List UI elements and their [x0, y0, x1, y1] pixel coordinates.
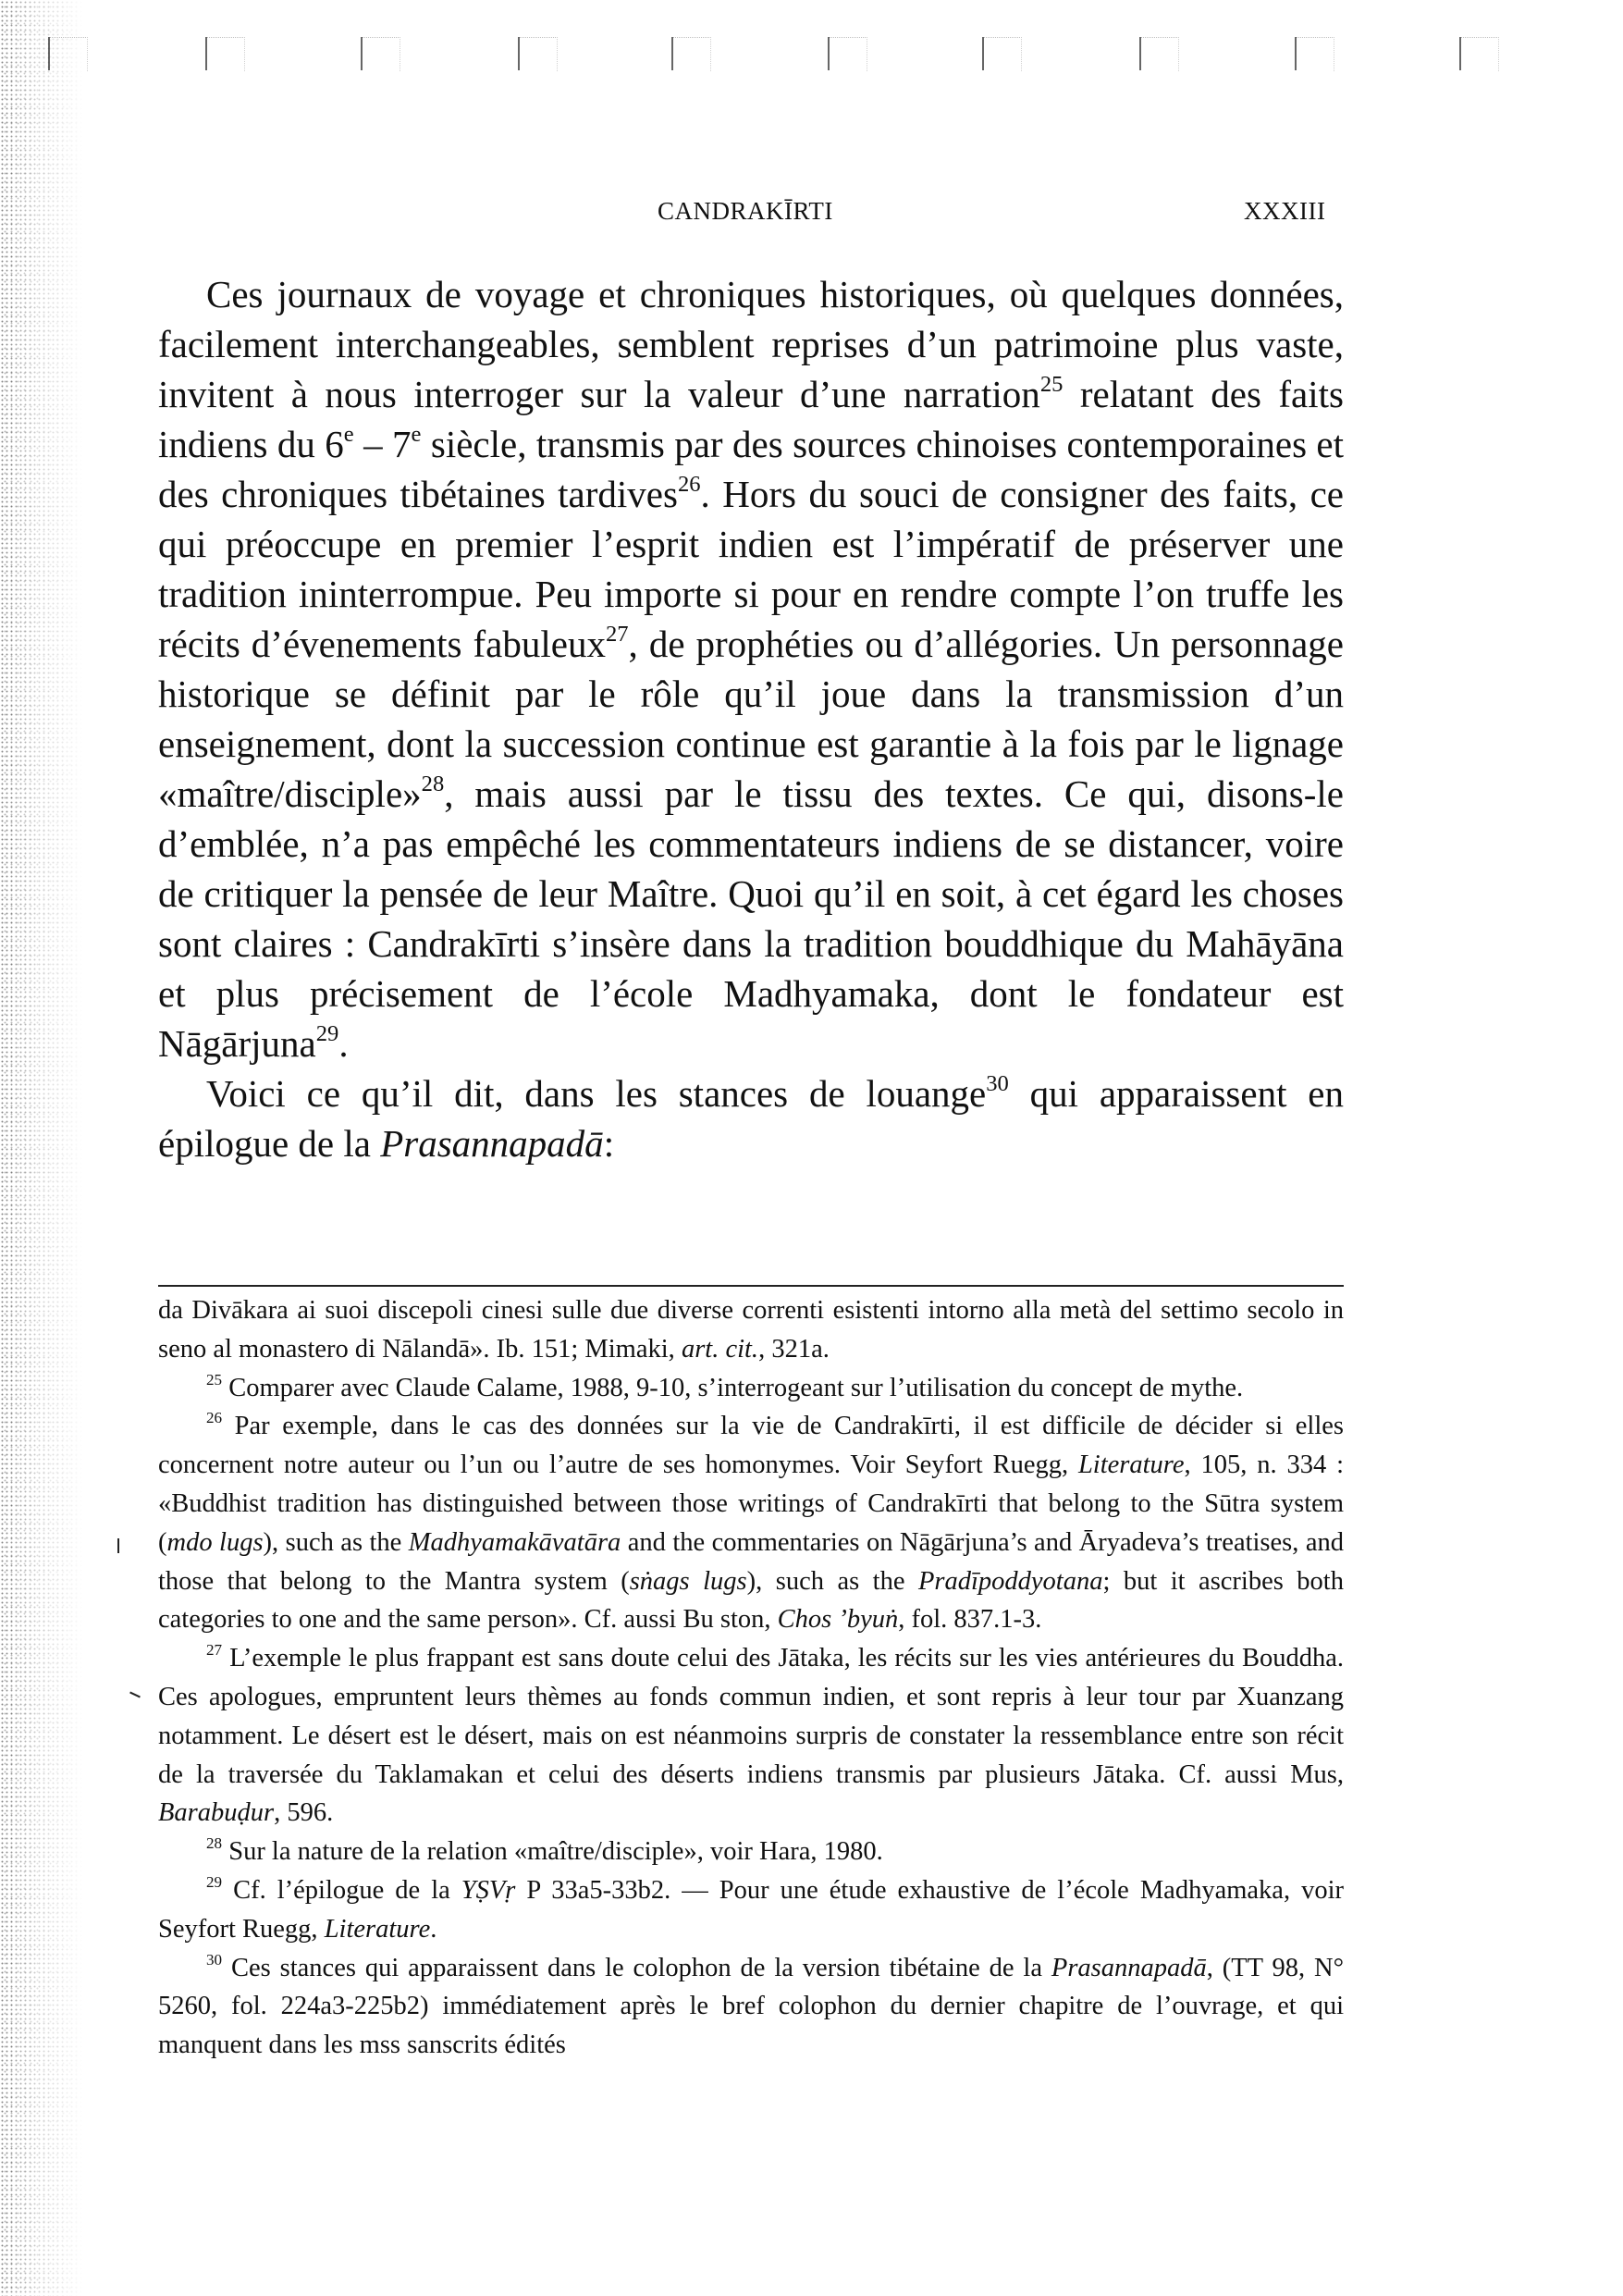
text-run: . Hors du souci de consigner des faits, ce qui préoccupe en premier l’esprit indien est l’impératif de préserver une tradition ininterrompue. Peu importe si pour en rendre compte l’on truffe les récits d’évenements fabuleux	[158, 473, 1344, 665]
main-text	[158, 269, 1344, 1168]
footnote-ref: 28	[421, 771, 445, 796]
tab-mark	[828, 37, 830, 70]
italic-title: Prasannapadā	[1051, 1953, 1207, 1982]
margin-pencil-mark	[117, 1538, 119, 1553]
text-run: L’exemple le plus frappant est sans doute celui des Jātaka, les récits sur les vies antérieures du Bouddha. Ces apologues, empruntent leurs thèmes au fonds commun indien, et sont repris à leur tour par Xuanzang notamment. Le désert est le désert, mais on est néanmoins surpris de constater la ressemblance entre son récit de la traversée du Taklamakan et celui des déserts indiens transmis par plusieurs Jātaka. Cf. aussi Mus,	[158, 1644, 1344, 1789]
italic-title: Barabuḍur	[158, 1798, 275, 1828]
text-run: Ces stances qui apparaissent dans le colophon de la version tibétaine de la	[231, 1953, 1051, 1982]
text-run: P 33a5-33b2. — Pour une étude exhaustive de l’école Madhyamaka, voir Seyfort Ruegg,	[158, 1875, 1344, 1944]
text-run: Ces journaux de voyage et chroniques historiques, où quelques données, facilement interchangeables, semblent reprises d’un patrimoine plus vaste, invitent à nous interroger sur la valeur d’une narration	[158, 273, 1344, 415]
footnote-continuation	[158, 1291, 1344, 1369]
tab-mark	[982, 37, 984, 70]
text-run: .	[430, 1914, 437, 1944]
footnote-number: 27	[206, 1641, 223, 1660]
text-run: Par exemple, dans le cas des données sur la vie de Candrakīrti, il est difficile de décider si elles concernent notre auteur ou l’un ou l’autre de ses homonymes. Voir Seyfort Ruegg,	[158, 1412, 1345, 1480]
tab-mark	[1459, 37, 1461, 70]
italic-title: Chos ’byuṅ	[777, 1605, 899, 1635]
tab-mark	[48, 37, 50, 70]
footnote-number: 30	[206, 1950, 223, 1969]
footnote	[158, 1949, 1344, 2065]
footnote	[158, 1833, 1344, 1871]
text-run: .	[338, 1022, 349, 1065]
tab-mark	[205, 37, 207, 70]
body-paragraph	[158, 1068, 1344, 1168]
italic-title: Madhyamakāvatāra	[408, 1527, 621, 1557]
italic-title: Literature	[1077, 1450, 1185, 1480]
footnote	[158, 1407, 1344, 1639]
footnote-ref: e	[343, 421, 354, 447]
tab-mark	[1295, 37, 1297, 70]
margin-pencil-mark	[129, 1692, 141, 1698]
tab-mark	[361, 37, 363, 70]
footnote-ref: e	[411, 421, 422, 447]
tab-mark	[671, 37, 673, 70]
text-run: , 596.	[274, 1798, 334, 1828]
italic-title: mdo lugs	[166, 1527, 264, 1557]
footnote-ref: 25	[1039, 371, 1064, 397]
footnote-number: 28	[206, 1834, 223, 1853]
tab-mark	[518, 37, 520, 70]
footnote	[158, 1871, 1344, 1949]
text-run: relatant des faits indiens du 6	[158, 373, 1344, 465]
text-run: , mais aussi par le tissu des textes. Ce qui, disons-le d’emblée, n’a pas empêché les commentateurs indiens de se distancer, voire de critiquer la pensée de leur Maître. Quoi qu’il en soit, à cet égard les choses sont claires : Candrakīrti s’insère dans la tradition bouddhique du Mahāyāna et plus précisement de l’école Madhyamaka, dont le fondateur est Nāgārjuna	[158, 772, 1344, 1065]
text-run: :	[603, 1122, 615, 1165]
italic-title: Literature	[324, 1914, 431, 1944]
scan-edge-noise	[0, 0, 83, 2296]
tab-mark	[1139, 37, 1141, 70]
text-run: Sur la nature de la relation «maître/disciple», voir Hara, 1980.	[228, 1837, 883, 1867]
text-run: and the commentaries on Nāgārjuna’s and Āryadeva’s treatises, and those that belong to the Mantra system (	[158, 1527, 1344, 1596]
italic-title: YṢVṛ	[461, 1875, 516, 1905]
footnote-ref: 26	[677, 471, 701, 497]
text-run: ; but it ascribes both categories to one and the same person». Cf. aussi Bu ston,	[158, 1566, 1344, 1635]
italic-title: Pradīpoddyotana	[917, 1566, 1103, 1596]
italic-title: art. cit.	[681, 1334, 759, 1364]
text-run: Cf. l’épilogue de la	[233, 1875, 461, 1905]
footnote-number: 29	[206, 1872, 223, 1891]
footnote-number: 25	[206, 1370, 223, 1389]
footnote-separator-rule	[158, 1285, 1344, 1287]
text-run: Comparer avec Claude Calame, 1988, 9-10, s’interrogeant sur l’utilisation du concept de mythe.	[228, 1373, 1244, 1402]
footnote-ref: 27	[605, 621, 629, 647]
text-run: siècle, transmis par des sources chinoises contemporaines et des chroniques tibétaines tardives	[158, 423, 1345, 515]
italic-title: Prasannapadā	[380, 1122, 604, 1165]
body-paragraph	[158, 269, 1344, 1068]
text-run: , (TT 98, N° 5260, fol. 224a3-225b2) immédiatement après le bref colophon du dernier chapitre de l’ouvrage, et qui manquent dans les mss sanscrits édités	[158, 1953, 1344, 2060]
text-run: , de prophéties ou d’allégories. Un personnage historique se définit par le rôle qu’il joue dans la transmission d’un enseignement, dont la succession continue est garantie à la fois par le lignage «maître/disciple»	[158, 623, 1344, 815]
footnote	[158, 1369, 1344, 1408]
text-run: , fol. 837.1-3.	[898, 1605, 1042, 1635]
running-head-title: CANDRAKĪRTI	[658, 197, 833, 225]
text-run: da Divākara ai suoi discepoli cinesi sulle due diverse correnti esistenti intorno alla metà del settimo secolo in seno al monastero di Nālandā». Ib. 151; Mimaki,	[158, 1296, 1344, 1364]
text-run: ), such as the	[746, 1566, 918, 1596]
running-head	[0, 197, 1623, 234]
text-run: ), such as the	[263, 1527, 409, 1557]
text-run: , 321a.	[758, 1334, 830, 1364]
thumb-index-tab-marks	[0, 37, 1623, 74]
text-run: – 7	[353, 423, 412, 465]
page-number: XXXIII	[1244, 197, 1326, 225]
italic-title: sṅags lugs	[629, 1566, 747, 1596]
footnote-ref: 29	[315, 1020, 339, 1046]
text-run: Voici ce qu’il dit, dans les stances de louange	[206, 1072, 987, 1115]
footnote	[158, 1639, 1344, 1833]
text-run: , 105, n. 334 : «Buddhist tradition has distinguished between those writings of Candrakīrti that belong to the Sūtra system (	[158, 1450, 1344, 1557]
footnote-number: 26	[206, 1409, 223, 1427]
text-run: qui apparaissent en épilogue de la	[158, 1072, 1344, 1165]
footnotes	[158, 1291, 1344, 2065]
footnote-ref: 30	[986, 1070, 1009, 1096]
